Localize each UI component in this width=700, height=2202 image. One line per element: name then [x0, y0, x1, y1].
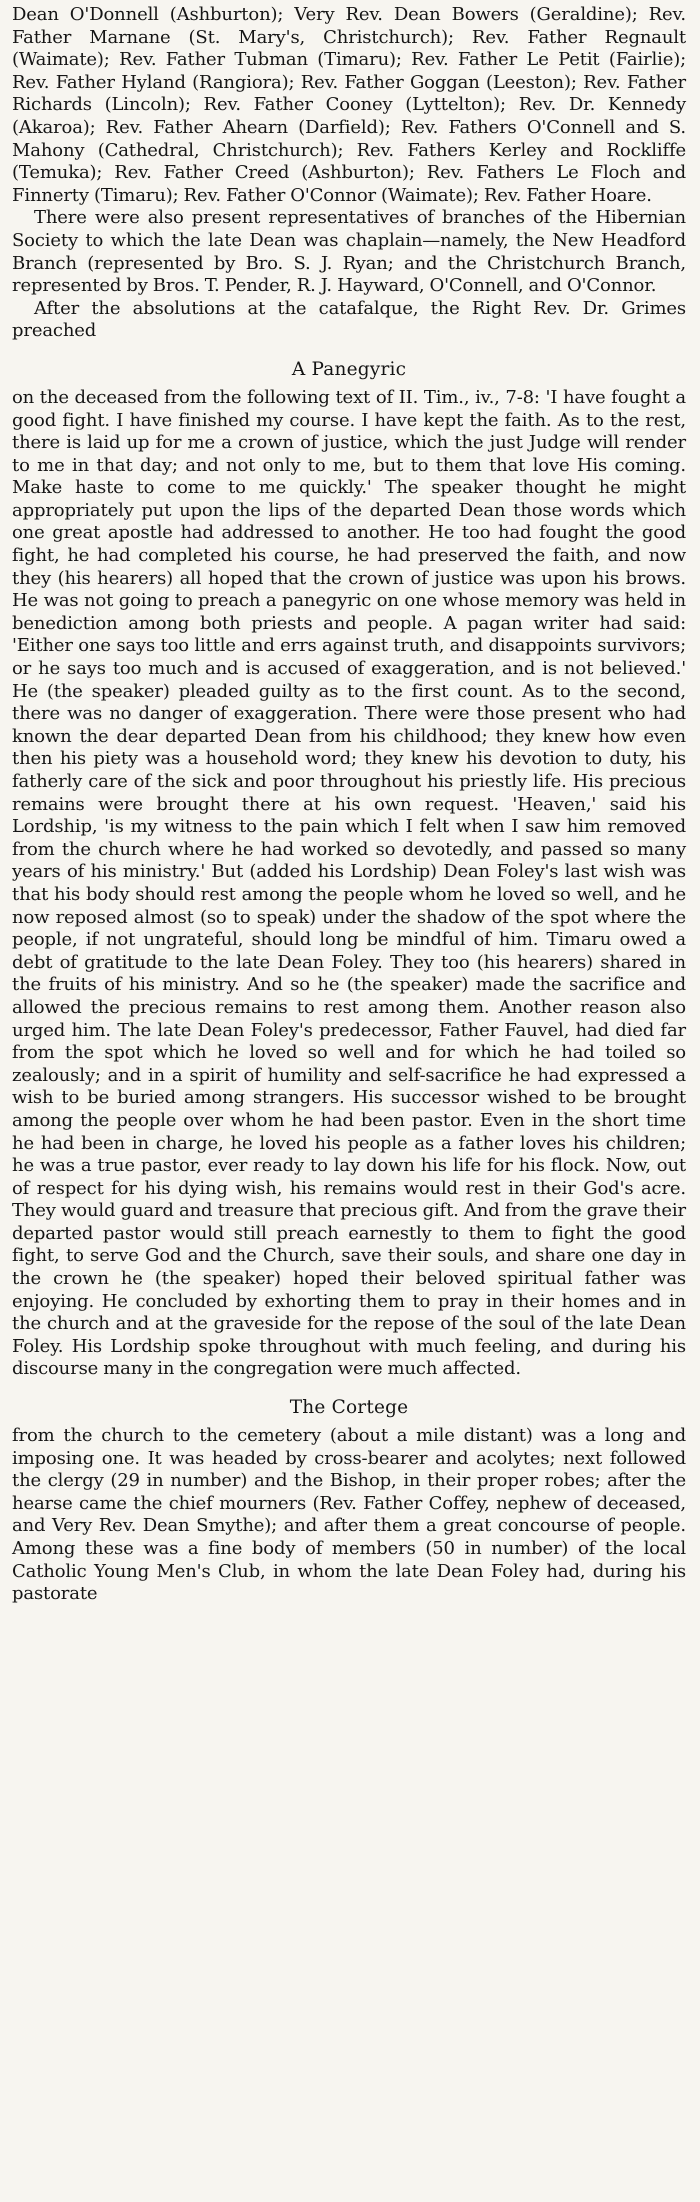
- section-heading-panegyric: A Panegyric: [291, 358, 407, 380]
- section-heading-cortege: The Cortege: [289, 1397, 409, 1419]
- article-column: [12, 4, 686, 1606]
- absolutions-paragraph: After the absolutions at the catafalque, the Right Rev. Dr. Grimes preached: [12, 297, 686, 342]
- panegyric-paragraph: on the deceased from the following text of II. Tim., iv., 7-8: 'I have fought a good fight. I have finished my course. I have kept the faith. As to the rest, there is laid up for me a crown of justice, which the just Judge will render to me in that day; and not only to me, but to them that love His coming. Make haste to come to me quickly.' The speaker thought he might appropriately put upon the lips of the departed Dean those words which one great apostle had addressed to another. He too had fought the good fight, he had completed his course, he had preserved the faith, and now they (his hearers) all hoped that the crown of justice was upon his brows. He was not going to preach a panegyric on one whose memory was held in benediction among both priests and people. A pagan writer had said: 'Either one says too little and errs against truth, and disappoints survivors; or he says too much and is accused of exaggeration, and is not believed.' He (the speaker) pleaded guilty as to the first count. As to the second, there was no danger of exaggeration. There were those present who had known the dear departed Dean from his childhood; they knew how even then his piety was a household word; they knew his devotion to duty, his fatherly care of the sick and poor throughout his priestly life. His precious remains were brought there at his own request. 'Heaven,' said his Lordship, 'is my witness to the pain which I felt when I saw him removed from the church where he had worked so devotedly, and passed so many years of his ministry.' But (added his Lordship) Dean Foley's last wish was that his body should rest among the people whom he loved so well, and he now reposed almost (so to speak) under the shadow of the spot where the people, if not ungrateful, should long be mindful of him. Timaru owed a debt of gratitude to the late Dean Foley. They too (his hearers) shared in the fruits of his ministry. And so he (the speaker) made the sacrifice and allowed the precious remains to rest among them. Another reason also urged him. The late Dean Foley's predecessor, Father Fauvel, had died far from the spot which he loved so well and for which he had toiled so zealously; and in a spirit of humility and self-sacrifice he had expressed a wish to be buried among strangers. His successor wished to be brought among the people over whom he had been pastor. Even in the short time he had been in charge, he loved his people as a father loves his children; he was a true pastor, ever ready to lay down his life for his flock. Now, out of respect for his dying wish, his remains would rest in their God's acre. They would guard and treasure that precious gift. And from the grave their departed pastor would still preach earnestly to them to fight the good fight, to serve God and the Church, save their souls, and share one day in the crown he (the speaker) hoped their beloved spiritual father was enjoying. He concluded by exhorting them to pray in their homes and in the church and at the graveside for the repose of the soul of the late Dean Foley. His Lordship spoke throughout with much feeling, and during his discourse many in the congregation were much affected.: [12, 386, 686, 1380]
- cortege-paragraph: from the church to the cemetery (about a mile distant) was a long and imposing one. It was headed by cross-bearer and acolytes; next followed the clergy (29 in number) and the Bishop, in their proper robes; after the hearse came the chief mourners (Rev. Father Coffey, nephew of deceased, and Very Rev. Dean Smythe); and after them a great concourse of people. Among these was a fine body of members (50 in number) of the local Catholic Young Men's Club, in whom the late Dean Foley had, during his pastorate: [12, 1425, 686, 1605]
- clergy-list-paragraph: Dean O'Donnell (Ashburton); Very Rev. Dean Bowers (Geraldine); Rev. Father Marnane (St. Mary's, Christchurch); Rev. Father Regnault (Waimate); Rev. Father Tubman (Timaru); Rev. Father Le Petit (Fairlie); Rev. Father Hyland (Rangiora); Rev. Father Goggan (Leeston); Rev. Father Richards (Lincoln); Rev. Father Cooney (Lyttelton); Rev. Dr. Kennedy (Akaroa); Rev. Father Ahearn (Darfield); Rev. Fathers O'Connell and S. Mahony (Cathedral, Christchurch); Rev. Fathers Kerley and Rockliffe (Temuka); Rev. Father Creed (Ashburton); Rev. Fathers Le Floch and Finnerty (Timaru); Rev. Father O'Connor (Waimate); Rev. Father Hoare.: [12, 4, 686, 206]
- hibernian-society-paragraph: There were also present representatives of branches of the Hibernian Society to which the late Dean was chaplain—namely, the New Headford Branch (represented by Bro. S. J. Ryan; and the Christchurch Branch, represented by Bros. T. Pender, R. J. Hayward, O'Connell, and O'Connor.: [12, 207, 686, 297]
